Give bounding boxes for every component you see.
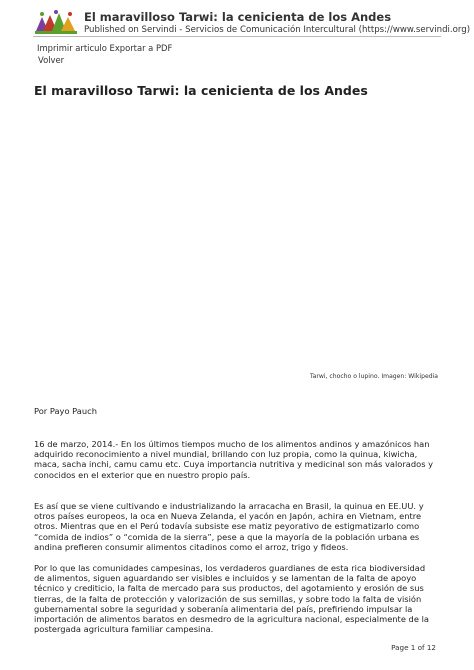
article-title: El maravilloso Tarwi: la cenicienta de los Andes: [34, 83, 368, 98]
servindi-logo-icon: [34, 9, 78, 35]
header-divider: [33, 36, 441, 37]
back-link[interactable]: Volver: [38, 55, 65, 65]
document-header: [34, 7, 471, 43]
print-link[interactable]: Imprimir articulo: [37, 43, 107, 53]
article-byline: Por Payo Pauch: [34, 406, 97, 416]
article-image: [34, 106, 440, 372]
article-paragraph-2: Es así que se viene cultivando e industrializando la arracacha en Brasil, la quinua en EE.UU. y otros países europeos, la oca en Nueva Zelanda, el yacón en Japón, achira en Vietnam, entre otros. Mientras que en el Perú todavía subsiste ese matiz peyorativo de estigmatizarlo como “comida de indios” o “comida de la sierra”, pese a que la mayoría de la población urbana es andina prefieren consumir alimentos citadinos como el arroz, trigo y fideos.: [34, 501, 424, 552]
article-links: [36, 42, 172, 66]
page-number: Page 1 of 12: [391, 643, 436, 652]
article-paragraph-3: Por lo que las comunidades campesinas, los verdaderos guardianes de esta rica biodiversidad de alimentos, siguen aguardando ser visibles e incluidos y se lamentan de la falta de apoyo técnico y crediticio, la falta de mercado para sus productos, del agotamiento y erosión de sus tierras, de la falta de protección y valorización de sus semillas, y sobre todo la falta de visión gubernamental sobre la seguridad y soberanía alimentaria del país, prefiriendo impulsar la importación de alimentos baratos en desmedro de la agricultura nacional, especialmente de la postergada agricultura familiar campesina.: [34, 563, 429, 635]
article-paragraph-1: 16 de marzo, 2014.- En los últimos tiempos mucho de los alimentos andinos y amazónicos han adquirido reconocimiento a nivel mundial, brillando con luz propia, como la quinua, kiwicha, maca, sacha inchi, camu camu etc. Cuya importancia nutritiva y medicinal son más valorados y conocidos en el exterior que en nuestro propio país.: [34, 439, 434, 480]
header-subtitle: Published on Servindi - Servicios de Comunicación Intercultural (https://www.servindi.org): [84, 25, 471, 35]
export-pdf-link[interactable]: Exportar a PDF: [109, 43, 173, 53]
header-title: El maravilloso Tarwi: la cenicienta de los Andes: [84, 10, 392, 24]
image-caption: Tarwi, chocho o lupino. Imagen: Wikipedia: [309, 373, 438, 380]
